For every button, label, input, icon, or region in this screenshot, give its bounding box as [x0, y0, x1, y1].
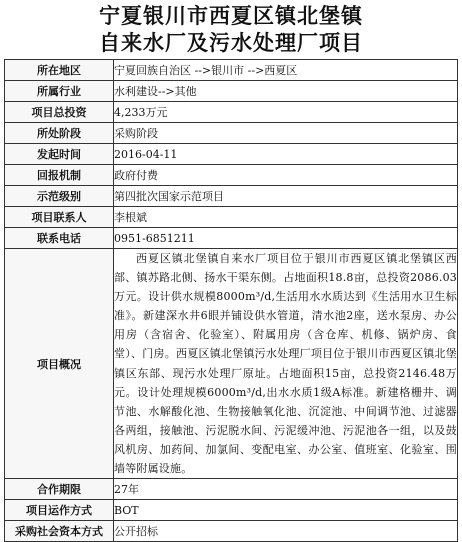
row-overview: [5, 249, 458, 479]
label-contact-person: 项目联系人: [5, 207, 114, 228]
label-demo-level: 示范级别: [5, 186, 114, 207]
value-return-mechanism: 政府付费: [114, 165, 458, 186]
value-demo-level: 第四批次国家示范项目: [114, 186, 458, 207]
label-overview: 项目概况: [5, 249, 114, 479]
row-contact-phone: [5, 228, 458, 249]
row-procurement-method: [5, 521, 458, 542]
row-operation-mode: [5, 500, 458, 521]
value-launch-date: 2016-04-11: [114, 144, 458, 165]
row-cooperation-period: [5, 479, 458, 500]
value-contact-person: 李根斌: [114, 207, 458, 228]
value-contact-phone: 0951-6851211: [114, 228, 458, 249]
row-region: [5, 60, 458, 81]
row-total-investment: [5, 102, 458, 123]
row-contact-person: [5, 207, 458, 228]
value-overview: 西夏区镇北堡镇自来水厂项目位于银川市西夏区镇北堡镇区西部、镇苏路北侧、扬水干渠东侧。占地面积18.8亩，总投资2086.03万元。设计供水规模8000m³/d,生活用水水质达到《生活用水卫生标准》。新建深水井6眼并铺设供水管道，清水池2座，送水泵房、办公用房（含宿舍、化验室）、附属用房（含仓库、机修、锅炉房、食堂）、门房。西夏区镇北堡镇污水处理厂项目位于银川市西夏区镇北堡镇区东部、现污水处理厂原址。占地面积15亩，总投资2146.48万元。设计处理规模6000m³/d,出水水质1级A标准。新建格栅井、调节池、水解酸化池、生物接触氧化池、沉淀池、中间调节池、过滤器各两组，接触池、污泥脱水间、污泥缓冲池、污泥池各一组，以及鼓风机房、加药间、加氯间、变配电室、办公室、值班室、化验室、围墙等附属设施。: [114, 249, 458, 479]
page-title: [0, 0, 462, 58]
row-demo-level: [5, 186, 458, 207]
label-total-investment: 项目总投资: [5, 102, 114, 123]
value-cooperation-period: 27年: [114, 479, 458, 500]
label-industry: 所属行业: [5, 81, 114, 102]
row-launch-date: [5, 144, 458, 165]
title-line-1: 宁夏银川市西夏区镇北堡镇: [99, 4, 363, 28]
project-info-table: [4, 59, 458, 542]
label-launch-date: 发起时间: [5, 144, 114, 165]
row-stage: [5, 123, 458, 144]
label-operation-mode: 项目运作方式: [5, 500, 114, 521]
label-procurement-method: 采购社会资本方式: [5, 521, 114, 542]
value-industry: 水利建设-->其他: [114, 81, 458, 102]
value-stage: 采购阶段: [114, 123, 458, 144]
value-total-investment: 4,233万元: [114, 102, 458, 123]
label-return-mechanism: 回报机制: [5, 165, 114, 186]
label-region: 所在地区: [5, 60, 114, 81]
value-operation-mode: BOT: [114, 500, 458, 521]
label-contact-phone: 联系电话: [5, 228, 114, 249]
label-cooperation-period: 合作期限: [5, 479, 114, 500]
value-procurement-method: 公开招标: [114, 521, 458, 542]
label-stage: 所处阶段: [5, 123, 114, 144]
row-return-mechanism: [5, 165, 458, 186]
row-industry: [5, 81, 458, 102]
title-line-2: 自来水厂及污水处理厂项目: [99, 31, 363, 55]
value-region: 宁夏回族自治区 -->银川市 -->西夏区: [114, 60, 458, 81]
